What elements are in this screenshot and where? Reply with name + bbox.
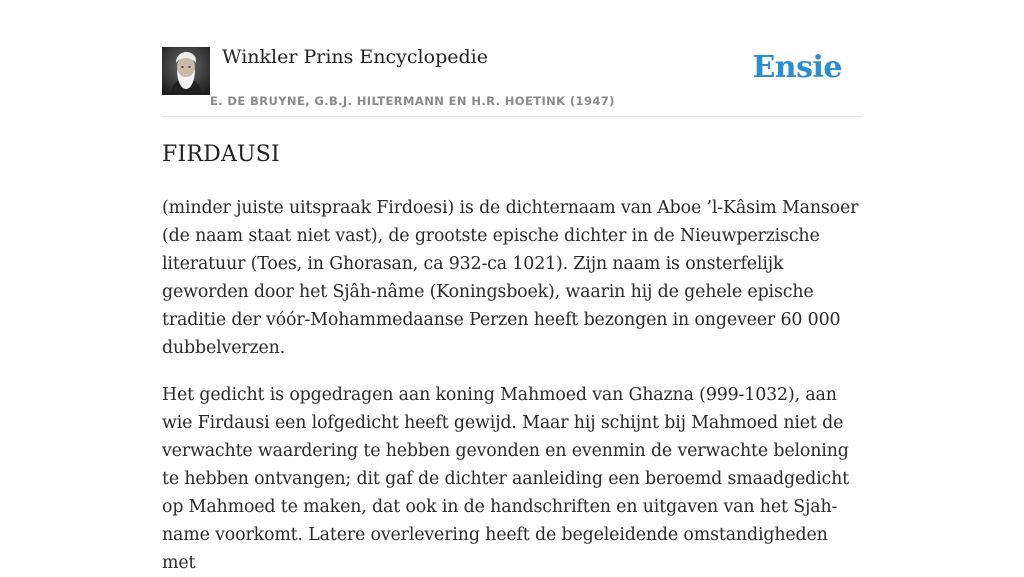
ensie-logo-link[interactable]: Ensie — [752, 50, 842, 85]
publication-title[interactable]: Winkler Prins Encyclopedie — [222, 46, 488, 68]
publication-authors: E. DE BRUYNE, G.B.J. HILTERMANN EN H.R. HOETINK (1947) — [210, 94, 615, 108]
article-paragraph-1: (minder juiste uitspraak Firdoesi) is de dichternaam van Aboe ’l-Kâsim Mansoer (de naam staat niet vast), de grootste epische dichter in de Nieuwperzische literatuur (Toes, in Ghorasan, ca 932-ca 1021). Zijn naam is onsterfelijk geworden door het Sjâh-nâme (Koningsboek), waarin hij de gehele epische traditie der vóór-Mohammedaanse Perzen heeft bezongen in ongeveer 60 000 dubbelverzen. — [162, 198, 859, 358]
portrait-photo-icon — [162, 47, 210, 95]
entry-title: FIRDAUSI — [162, 142, 280, 167]
article-paragraph-2: Het gedicht is opgedragen aan koning Mahmoed van Ghazna (999-1032), aan wie Firdausi een lofgedicht heeft gewijd. Maar hij schijnt bij Mahmoed niet de verwachte waardering te hebben gevonden en evenmin de verwachte beloning te hebben ontvangen; dit gaf de dichter aanleiding een beroemd smaadgedicht op Mahmoed te maken, dat ook in de handschriften en uitgaven van het Sjah-name voorkomt. Latere overlevering heeft de begeleidende omstandigheden met — [162, 385, 849, 573]
publication-avatar[interactable] — [162, 47, 210, 95]
article-body — [162, 140, 862, 577]
publication-header — [162, 0, 862, 117]
